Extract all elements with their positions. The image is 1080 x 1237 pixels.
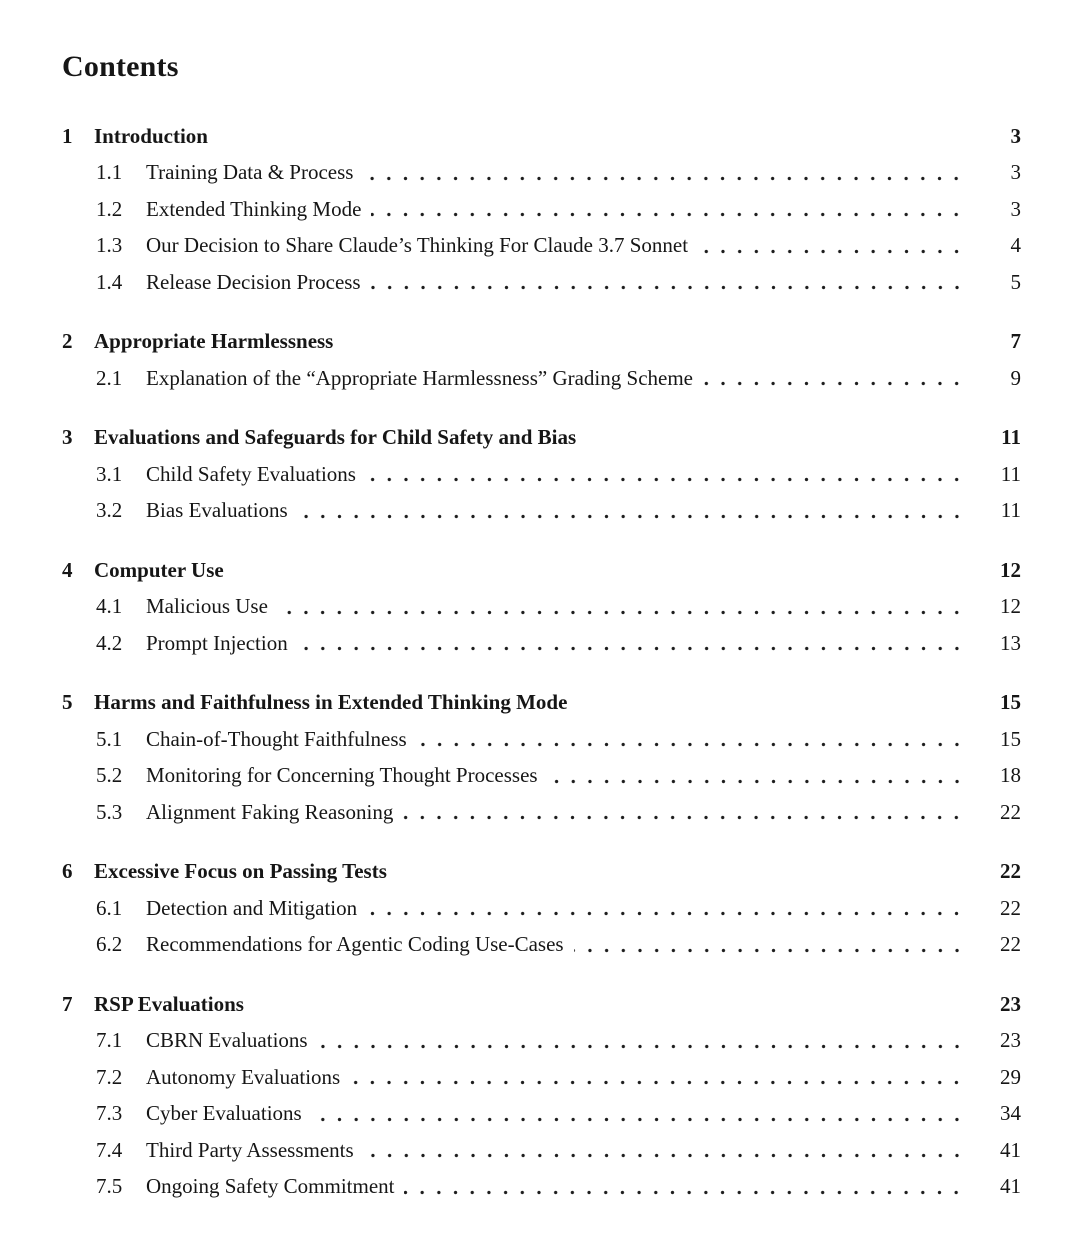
dot-leader [548,757,965,794]
dot-leader [403,794,965,831]
item-title: Autonomy Evaluations [146,1064,341,1089]
item-number: 7.5 [96,1174,123,1198]
toc-section [62,118,1021,301]
section-title: Excessive Focus on Passing Tests [94,859,387,883]
section-page-number: 7 [1010,329,1021,353]
item-number: 6.2 [96,932,123,956]
item-page-number: 13 [1000,630,1021,655]
toc-section [62,986,1021,1205]
toc-item-row[interactable] [62,1059,1021,1096]
toc-item-row[interactable] [62,1132,1021,1169]
item-number: 1.4 [96,269,123,294]
toc-section [62,684,1021,830]
section-page-number: 11 [1001,425,1021,449]
item-title: Chain-of-Thought Faithfulness [146,726,407,751]
item-page-number: 3 [1010,160,1021,184]
item-title: Our Decision to Share Claude’s Thinking For Claude 3.7 Sonnet [146,233,689,257]
item-page-number: 11 [1000,498,1021,522]
dot-leader [298,625,965,662]
leader-spacer [397,853,965,890]
item-page-number: 5 [1010,269,1021,294]
section-title: Computer Use [94,557,224,582]
item-number: 7.1 [96,1028,123,1052]
toc-item-row[interactable] [62,588,1021,625]
dot-leader [574,926,965,963]
dot-leader [366,456,965,493]
item-title: Training Data & Process [146,160,354,184]
toc-item-row[interactable] [62,721,1021,758]
section-title: RSP Evaluations [94,991,244,1016]
item-page-number: 4 [1010,233,1021,257]
item-title: Child Safety Evaluations [146,461,356,486]
item-number: 7.2 [96,1064,123,1089]
toc-section [62,552,1021,662]
dot-leader [417,721,965,758]
item-number: 1.2 [96,196,123,221]
item-title: Recommendations for Agentic Coding Use-Cases [146,932,564,956]
dot-leader [371,264,965,301]
contents-heading: Contents [62,50,179,83]
item-number: 4.2 [96,630,123,655]
item-title: CBRN Evaluations [146,1028,308,1052]
dot-leader [703,360,965,397]
section-number: 7 [62,991,73,1016]
leader-spacer [254,986,965,1023]
toc-item-row[interactable] [62,264,1021,301]
section-title: Introduction [94,123,208,148]
section-title: Evaluations and Safeguards for Child Safety and Bias [94,425,577,449]
toc-section [62,853,1021,963]
item-page-number: 12 [1000,594,1021,618]
item-number: 1.3 [96,233,123,257]
item-page-number: 22 [1000,799,1021,824]
dot-leader [364,1132,965,1169]
section-number: 4 [62,557,73,582]
section-page-number: 15 [1000,690,1021,714]
toc-item-row[interactable] [62,794,1021,831]
item-title: Explanation of the “Appropriate Harmlessness” Grading Scheme [146,365,693,390]
item-number: 5.1 [96,726,123,751]
dot-leader [698,227,965,264]
item-title: Release Decision Process [146,269,361,294]
item-title: Malicious Use [146,594,268,618]
item-number: 5.3 [96,799,123,824]
toc-section-row[interactable] [62,853,1021,890]
section-title: Appropriate Harmlessness [94,329,334,353]
toc-item-row[interactable] [62,757,1021,794]
item-title: Third Party Assessments [146,1137,354,1162]
item-number: 2.1 [96,365,123,390]
section-number: 5 [62,690,73,714]
leader-spacer [577,684,965,721]
toc-section [62,419,1021,529]
item-page-number: 41 [1000,1137,1021,1162]
toc-section-row[interactable] [62,118,1021,155]
toc-section-row[interactable] [62,419,1021,456]
item-page-number: 22 [1000,895,1021,920]
leader-spacer [218,118,965,155]
item-number: 1.1 [96,160,123,184]
item-title: Ongoing Safety Commitment [146,1174,395,1198]
item-page-number: 15 [1000,726,1021,751]
leader-spacer [586,419,965,456]
dot-leader [350,1059,965,1096]
item-number: 3.1 [96,461,123,486]
toc-item-row[interactable] [62,492,1021,529]
item-title: Monitoring for Concerning Thought Processes [146,763,538,787]
leader-spacer [343,323,965,360]
item-number: 7.3 [96,1101,123,1125]
section-number: 3 [62,425,73,449]
item-page-number: 23 [1000,1028,1021,1052]
section-page-number: 22 [1000,859,1021,883]
toc-section-row[interactable] [62,323,1021,360]
section-page-number: 23 [1000,991,1021,1016]
item-page-number: 22 [1000,932,1021,956]
section-number: 1 [62,123,73,148]
section-title: Harms and Faithfulness in Extended Thinking Mode [94,690,568,714]
dot-leader [371,191,965,228]
item-number: 3.2 [96,498,123,522]
item-title: Bias Evaluations [146,498,288,522]
dot-leader [318,1022,965,1059]
section-page-number: 12 [1000,557,1021,582]
toc-item-row[interactable] [62,154,1021,191]
section-page-number: 3 [1010,123,1021,148]
toc-item-row[interactable] [62,1095,1021,1132]
leader-spacer [234,552,965,589]
item-title: Extended Thinking Mode [146,196,362,221]
item-number: 5.2 [96,763,123,787]
item-number: 6.1 [96,895,123,920]
toc-item-row[interactable] [62,1022,1021,1059]
item-number: 4.1 [96,594,123,618]
toc-item-row[interactable] [62,360,1021,397]
item-page-number: 29 [1000,1064,1021,1089]
toc-section-row[interactable] [62,684,1021,721]
dot-leader [298,492,965,529]
item-page-number: 41 [1000,1174,1021,1198]
item-number: 7.4 [96,1137,123,1162]
dot-leader [278,588,965,625]
item-title: Prompt Injection [146,630,288,655]
dot-leader [367,890,965,927]
toc-item-row[interactable] [62,456,1021,493]
toc-item-row[interactable] [62,625,1021,662]
item-title: Cyber Evaluations [146,1101,302,1125]
dot-leader [363,154,965,191]
item-page-number: 11 [1000,461,1021,486]
toc-section [62,323,1021,396]
section-number: 6 [62,859,73,883]
toc-section-row[interactable] [62,552,1021,589]
toc-item-row[interactable] [62,890,1021,927]
item-page-number: 34 [1000,1101,1021,1125]
item-page-number: 9 [1010,365,1021,390]
toc-item-row[interactable] [62,227,1021,264]
dot-leader [404,1168,965,1205]
dot-leader [312,1095,965,1132]
item-page-number: 18 [1000,763,1021,787]
toc-section-row[interactable] [62,986,1021,1023]
section-number: 2 [62,329,73,353]
toc-item-row[interactable] [62,926,1021,963]
item-title: Alignment Faking Reasoning [146,799,394,824]
table-of-contents [62,118,1021,1205]
toc-item-row[interactable] [62,1168,1021,1205]
item-title: Detection and Mitigation [146,895,358,920]
toc-item-row[interactable] [62,191,1021,228]
item-page-number: 3 [1010,196,1021,221]
